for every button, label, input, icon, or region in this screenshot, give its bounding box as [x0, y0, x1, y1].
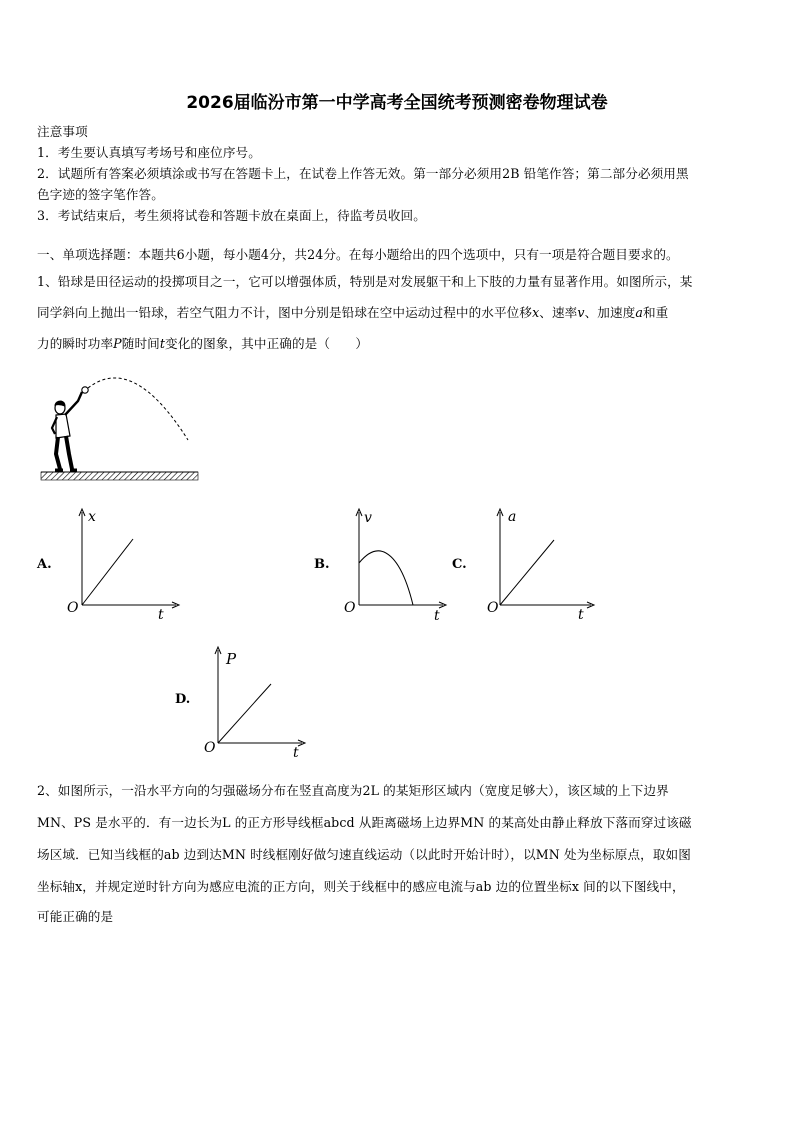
q1-line-2-end: 和重 [642, 305, 669, 320]
exam-title: 2026届临汾市第一中学高考全国统考预测密卷物理试卷 [186, 93, 608, 113]
athlete-figure [52, 392, 82, 470]
q1-sep-1: 、速率 [539, 305, 578, 320]
option-a-graph [60, 506, 190, 626]
option-a-label: A. [37, 557, 52, 572]
q1-line-3-mid: 随时间 [121, 336, 160, 351]
option-d-graph [198, 644, 318, 760]
option-b-curve [359, 551, 413, 605]
q2-line-2: MN、PS 是水平的．有一边长为L 的正方形导线框abcd 从距离磁场上边界MN 的某高处由静止释放下落而穿过该磁 [37, 815, 692, 830]
notice-heading: 注意事项 [37, 124, 88, 139]
var-t: t [159, 336, 166, 351]
notice-item-1: 1．考生要认真填写考场号和座位序号。 [37, 145, 261, 160]
notice-item-2-cont: 色字迹的签字笔作答。 [37, 187, 164, 202]
var-v: v [577, 305, 585, 320]
option-c-origin: O [487, 600, 499, 616]
q1-line-2 [37, 302, 668, 321]
option-d-origin: O [204, 740, 216, 756]
option-a-line [82, 539, 133, 605]
q1-line-1: 1、铅球是田径运动的投掷项目之一，它可以增强体质，特别是对发展躯干和上下肢的力量有显著作用。如图所示，某 [37, 274, 693, 289]
option-d-line [218, 684, 271, 743]
option-c-ylabel: a [508, 509, 517, 525]
option-c-line [500, 540, 554, 605]
var-a: a [635, 305, 643, 320]
q2-line-1: 2、如图所示，一沿水平方向的匀强磁场分布在竖直高度为2L 的某矩形区域内（宽度足够大），该区域的上下边界 [37, 783, 669, 798]
option-d-ylabel: P [226, 650, 237, 668]
q1-line-3-text: 力的瞬时功率 [37, 336, 114, 351]
q2-line-4: 坐标轴x，并规定逆时针方向为感应电流的正方向，则关于线框中的感应电流与ab 边的位置坐标x 间的以下图线中， [37, 879, 685, 894]
option-c-xlabel: t [578, 607, 584, 623]
option-b-ylabel: v [364, 510, 372, 526]
option-b-graph [340, 506, 460, 626]
option-a-origin: O [67, 600, 79, 616]
option-c-label: C. [452, 557, 467, 572]
var-x: x [532, 305, 540, 320]
notice-item-2: 2．试题所有答案必须填涂或书写在答题卡上，在试卷上作答无效。第一部分必须用2B 铅笔作答；第二部分必须用黑 [37, 166, 689, 181]
q1-line-3 [37, 333, 368, 352]
q1-line-3-end: 变化的图象，其中正确的是（ ） [165, 336, 369, 351]
shot-put-illustration [38, 368, 198, 484]
section-header: 一、单项选择题：本题共6小题，每小题4分，共24分。在每小题给出的四个选项中，只有一项是符合题目要求的。 [37, 247, 679, 262]
option-a-xlabel: t [158, 607, 164, 623]
q1-sep-2: 、加速度 [584, 305, 636, 320]
var-P: P [113, 336, 122, 351]
q2-line-3: 场区域．已知当线框的ab 边到达MN 时线框刚好做匀速直线运动（以此时开始计时），以MN 处为坐标原点，取如图 [37, 847, 691, 862]
q1-line-2-text: 同学斜向上抛出一铅球，若空气阻力不计，图中分别是铅球在空中运动过程中的水平位移 [37, 305, 533, 320]
q2-line-5: 可能正确的是 [37, 909, 114, 924]
option-a-ylabel: x [88, 509, 96, 525]
notice-item-3: 3．考试结束后，考生须将试卷和答题卡放在桌面上，待监考员收回。 [37, 208, 426, 223]
option-d-label: D. [175, 692, 191, 707]
option-b-xlabel: t [434, 608, 440, 624]
option-b-label: B. [314, 557, 330, 572]
option-d-xlabel: t [293, 745, 299, 761]
shot-ball [82, 387, 88, 393]
option-b-origin: O [344, 600, 356, 616]
trajectory-curve [88, 378, 188, 440]
